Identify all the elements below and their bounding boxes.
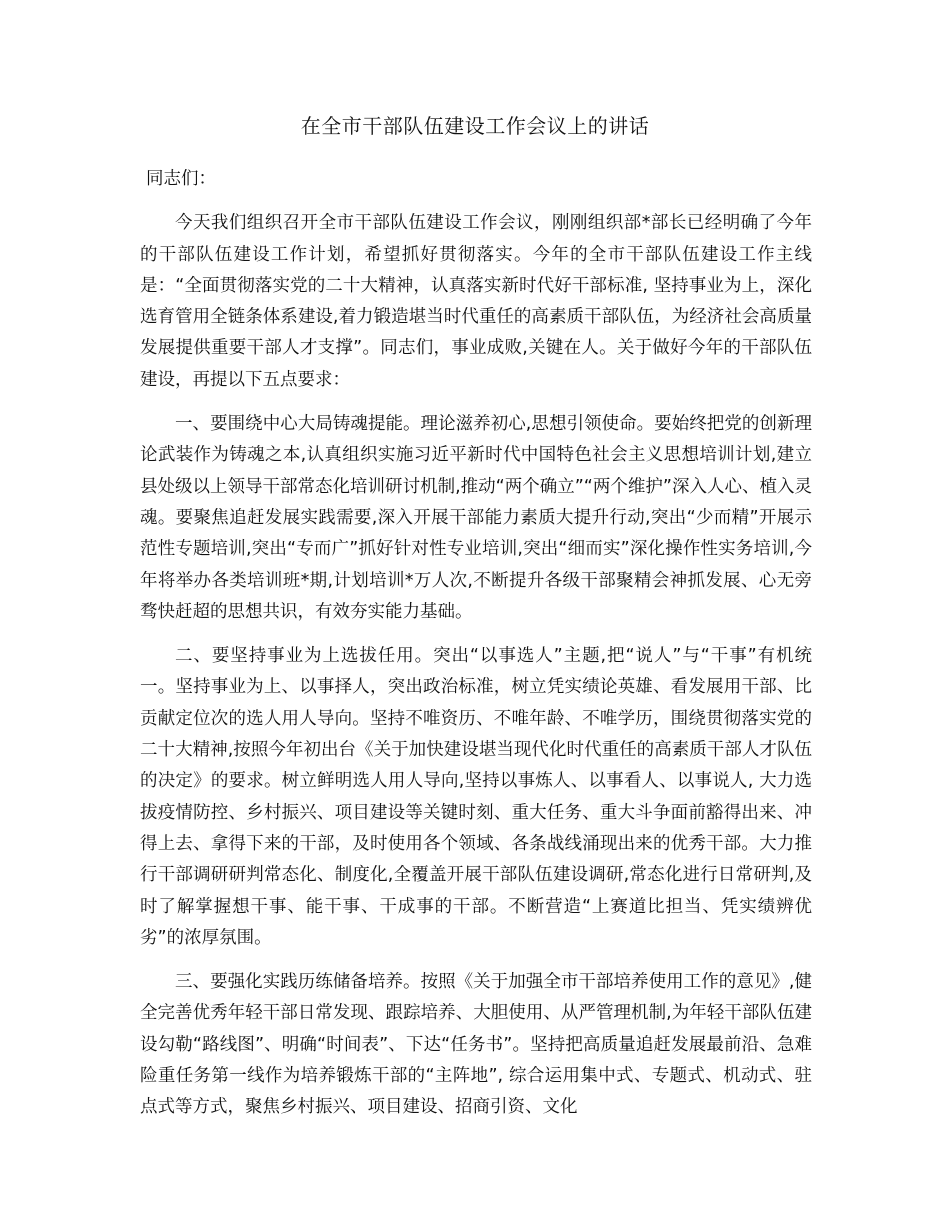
paragraph-intro: 今天我们组织召开全市干部队伍建设工作会议，刚刚组织部*部长已经明确了今年的干部队伍建设工作计划，希望抓好贯彻落实。今年的全市干部队伍建设工作主线是：“全面贯彻落实党的二十大精神，认真落实新时代好干部标准, 坚持事业为上，深化选育管用全链条体系建设,着力锻造堪当时代重任的高素质干部队伍，为经济社会高质量发展提供重要干部人才支撑”。同志们，事业成败,关键在人。关于做好今年的干部队伍建设，再提以下五点要求： [140,213,812,390]
document-body [140,164,812,1124]
paragraph-point-two: 二、要坚持事业为上选拔任用。突出“以事选人”主题,把“说人”与“干事”有机统一。坚持事业为上、以事择人，突出政治标准，树立凭实绩论英雄、看发展用干部、比贡献定位次的选人用人导向。坚持不唯资历、不唯年龄、不唯学历，围绕贯彻落实党的二十大精神,按照今年初出台《关于加快建设堪当现代化时代重任的高素质干部人才队伍的决定》的要求。树立鲜明选人用人导向,坚持以事炼人、以事看人、以事说人, 大力选拔疫情防控、乡村振兴、项目建设等关键时刻、重大任务、重大斗争面前豁得出来、冲得上去、拿得下来的干部，及时使用各个领域、各条战线涌现出来的优秀干部。大力推行干部调研研判常态化、制度化,全覆盖开展干部队伍建设调研,常态化进行日常研判,及时了解掌握想干事、能干事、干成事的干部。不断营造“上赛道比担当、凭实绩辨优劣”的浓厚氛围。 [140,646,812,948]
document-title: 在全市干部队伍建设工作会议上的讲话 [300,114,650,138]
paragraph-point-three: 三、要强化实践历练储备培养。按照《关于加强全市干部培养使用工作的意见》,健全完善优秀年轻干部日常发现、跟踪培养、大胆使用、从严管理机制,为年轻干部队伍建设勾勒“路线图”、明确“时间表”、下达“任务书”。坚持把高质量追赶发展最前沿、急难险重任务第一线作为培养锻炼干部的“主阵地”, 综合运用集中式、专题式、机动式、驻点式等方式，聚焦乡村振兴、项目建设、招商引资、文化 [140,972,812,1118]
salutation: 同志们： [146,169,216,189]
paragraph-point-one: 一、要围绕中心大局铸魂提能。理论滋养初心,思想引领使命。要始终把党的创新理论武装作为铸魂之本,认真组织实施习近平新时代中国特色社会主义思想培训计划,建立县处级以上领导干部常态化培训研讨机制,推动“两个确立”“两个维护”深入人心、植入灵魂。要聚焦追赶发展实践需要,深入开展干部能力素质大提升行动,突出“少而精”开展示范性专题培训,突出“专而广”抓好针对性专业培训,突出“细而实”深化操作性实务培训,今年将举办各类培训班*期,计划培训*万人次,不断提升各级干部聚精会神抓发展、心无旁骛快赶超的思想共识，有效夯实能力基础。 [140,414,812,622]
